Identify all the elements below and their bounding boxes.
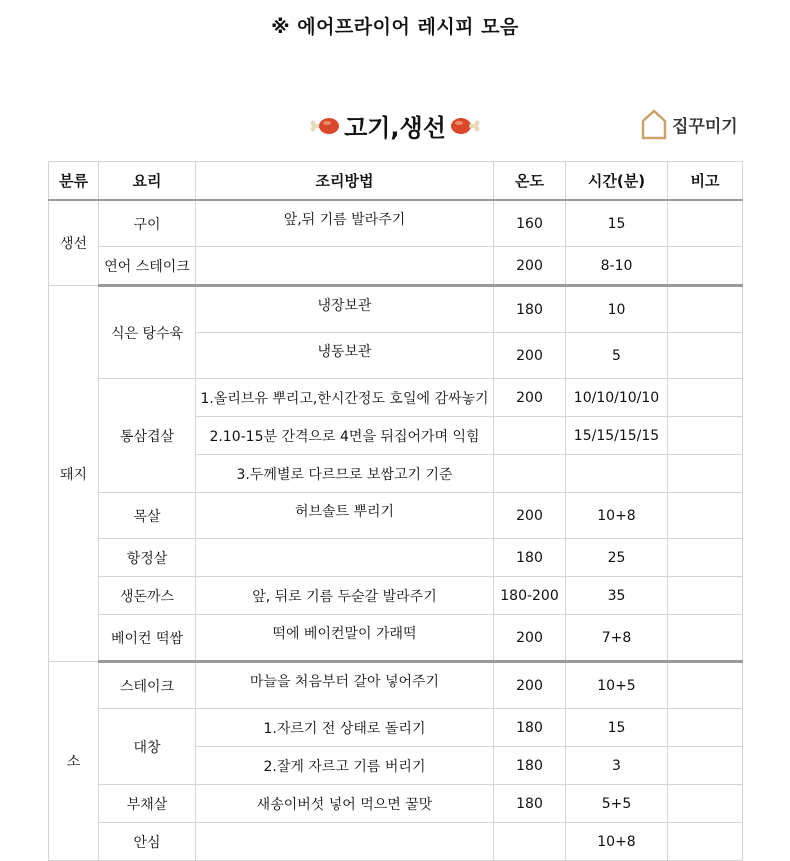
method-cell: 1.올리브유 뿌리고,한시간정도 호일에 감싸놓기 bbox=[196, 379, 494, 417]
temp-cell: 180 bbox=[494, 286, 566, 333]
time-cell: 5+5 bbox=[566, 785, 668, 823]
dish-cell: 구이 bbox=[99, 200, 196, 247]
note-cell bbox=[668, 709, 743, 747]
header-time: 시간(분) bbox=[566, 162, 668, 201]
note-cell bbox=[668, 747, 743, 785]
note-cell bbox=[668, 785, 743, 823]
header-temp: 온도 bbox=[494, 162, 566, 201]
note-cell bbox=[668, 417, 743, 455]
table-header-row bbox=[49, 162, 743, 201]
category-cell: 돼지 bbox=[49, 286, 99, 662]
note-cell bbox=[668, 493, 743, 539]
table-row bbox=[49, 662, 743, 709]
method-cell: 3.두께별로 다르므로 보쌈고기 기준 bbox=[196, 455, 494, 493]
time-cell: 10+8 bbox=[566, 823, 668, 861]
logo bbox=[640, 108, 738, 140]
note-cell bbox=[668, 615, 743, 662]
temp-cell: 160 bbox=[494, 200, 566, 247]
page-title: ※ 에어프라이어 레시피 모음 bbox=[271, 16, 519, 38]
sheet-title-text: 고기,생선 bbox=[344, 114, 446, 142]
category-cell: 소 bbox=[49, 662, 99, 861]
table-row bbox=[49, 823, 743, 861]
note-cell bbox=[668, 662, 743, 709]
temp-cell bbox=[494, 417, 566, 455]
time-cell: 15/15/15/15 bbox=[566, 417, 668, 455]
dish-cell: 목살 bbox=[99, 493, 196, 539]
note-cell bbox=[668, 539, 743, 577]
temp-cell: 200 bbox=[494, 379, 566, 417]
temp-cell: 200 bbox=[494, 493, 566, 539]
method-cell: 떡에 베이컨말이 가래떡 bbox=[196, 615, 494, 662]
time-cell: 35 bbox=[566, 577, 668, 615]
table-row bbox=[49, 709, 743, 747]
table-row bbox=[49, 539, 743, 577]
note-cell bbox=[668, 455, 743, 493]
method-cell bbox=[196, 539, 494, 577]
method-cell bbox=[196, 247, 494, 286]
temp-cell: 180-200 bbox=[494, 577, 566, 615]
logo-text: 집꾸미기 bbox=[672, 116, 738, 137]
dish-cell: 연어 스테이크 bbox=[99, 247, 196, 286]
dish-cell: 통삼겹살 bbox=[99, 379, 196, 493]
time-cell: 5 bbox=[566, 333, 668, 379]
note-cell bbox=[668, 333, 743, 379]
table-row bbox=[49, 615, 743, 662]
method-cell: 1.자르기 전 상태로 돌리기 bbox=[196, 709, 494, 747]
table-row bbox=[49, 247, 743, 286]
time-cell: 7+8 bbox=[566, 615, 668, 662]
method-cell bbox=[196, 823, 494, 861]
note-cell bbox=[668, 577, 743, 615]
table-row bbox=[49, 577, 743, 615]
note-cell bbox=[668, 200, 743, 247]
time-cell: 15 bbox=[566, 200, 668, 247]
dish-cell: 베이컨 떡쌈 bbox=[99, 615, 196, 662]
header-method: 조리방법 bbox=[196, 162, 494, 201]
header-category: 분류 bbox=[49, 162, 99, 201]
temp-cell bbox=[494, 455, 566, 493]
time-cell: 10+8 bbox=[566, 493, 668, 539]
temp-cell: 180 bbox=[494, 539, 566, 577]
method-cell: 허브솔트 뿌리기 bbox=[196, 493, 494, 539]
table-row bbox=[49, 493, 743, 539]
time-cell: 8-10 bbox=[566, 247, 668, 286]
note-cell bbox=[668, 286, 743, 333]
dish-cell: 안심 bbox=[99, 823, 196, 861]
temp-cell: 180 bbox=[494, 747, 566, 785]
header-dish: 요리 bbox=[99, 162, 196, 201]
house-icon bbox=[640, 108, 668, 140]
time-cell: 10/10/10/10 bbox=[566, 379, 668, 417]
method-cell: 앞, 뒤로 기름 두숟갈 발라주기 bbox=[196, 577, 494, 615]
time-cell: 3 bbox=[566, 747, 668, 785]
time-cell bbox=[566, 455, 668, 493]
method-cell: 2.잘게 자르고 기름 버리기 bbox=[196, 747, 494, 785]
method-cell: 2.10-15분 간격으로 4면을 뒤집어가며 익힘 bbox=[196, 417, 494, 455]
dish-cell: 식은 탕수육 bbox=[99, 286, 196, 379]
time-cell: 10 bbox=[566, 286, 668, 333]
dish-cell: 부채살 bbox=[99, 785, 196, 823]
table-row bbox=[49, 200, 743, 247]
temp-cell: 200 bbox=[494, 662, 566, 709]
category-cell: 생선 bbox=[49, 200, 99, 286]
method-cell: 마늘을 처음부터 갈아 넣어주기 bbox=[196, 662, 494, 709]
method-cell: 냉장보관 bbox=[196, 286, 494, 333]
time-cell: 10+5 bbox=[566, 662, 668, 709]
temp-cell: 200 bbox=[494, 333, 566, 379]
dish-cell: 스테이크 bbox=[99, 662, 196, 709]
note-cell bbox=[668, 823, 743, 861]
note-cell bbox=[668, 247, 743, 286]
meat-icon bbox=[310, 115, 340, 137]
meat-icon bbox=[450, 115, 480, 137]
method-cell: 냉동보관 bbox=[196, 333, 494, 379]
table-row bbox=[49, 785, 743, 823]
dish-cell: 대창 bbox=[99, 709, 196, 785]
method-cell: 앞,뒤 기름 발라주기 bbox=[196, 200, 494, 247]
recipe-table bbox=[48, 161, 743, 861]
method-cell: 새송이버섯 넣어 먹으면 꿀맛 bbox=[196, 785, 494, 823]
table-row bbox=[49, 286, 743, 333]
time-cell: 15 bbox=[566, 709, 668, 747]
header-note: 비고 bbox=[668, 162, 743, 201]
temp-cell: 200 bbox=[494, 247, 566, 286]
dish-cell: 항정살 bbox=[99, 539, 196, 577]
dish-cell: 생돈까스 bbox=[99, 577, 196, 615]
temp-cell: 200 bbox=[494, 615, 566, 662]
time-cell: 25 bbox=[566, 539, 668, 577]
temp-cell bbox=[494, 823, 566, 861]
note-cell bbox=[668, 379, 743, 417]
temp-cell: 180 bbox=[494, 709, 566, 747]
table-row bbox=[49, 379, 743, 417]
temp-cell: 180 bbox=[494, 785, 566, 823]
